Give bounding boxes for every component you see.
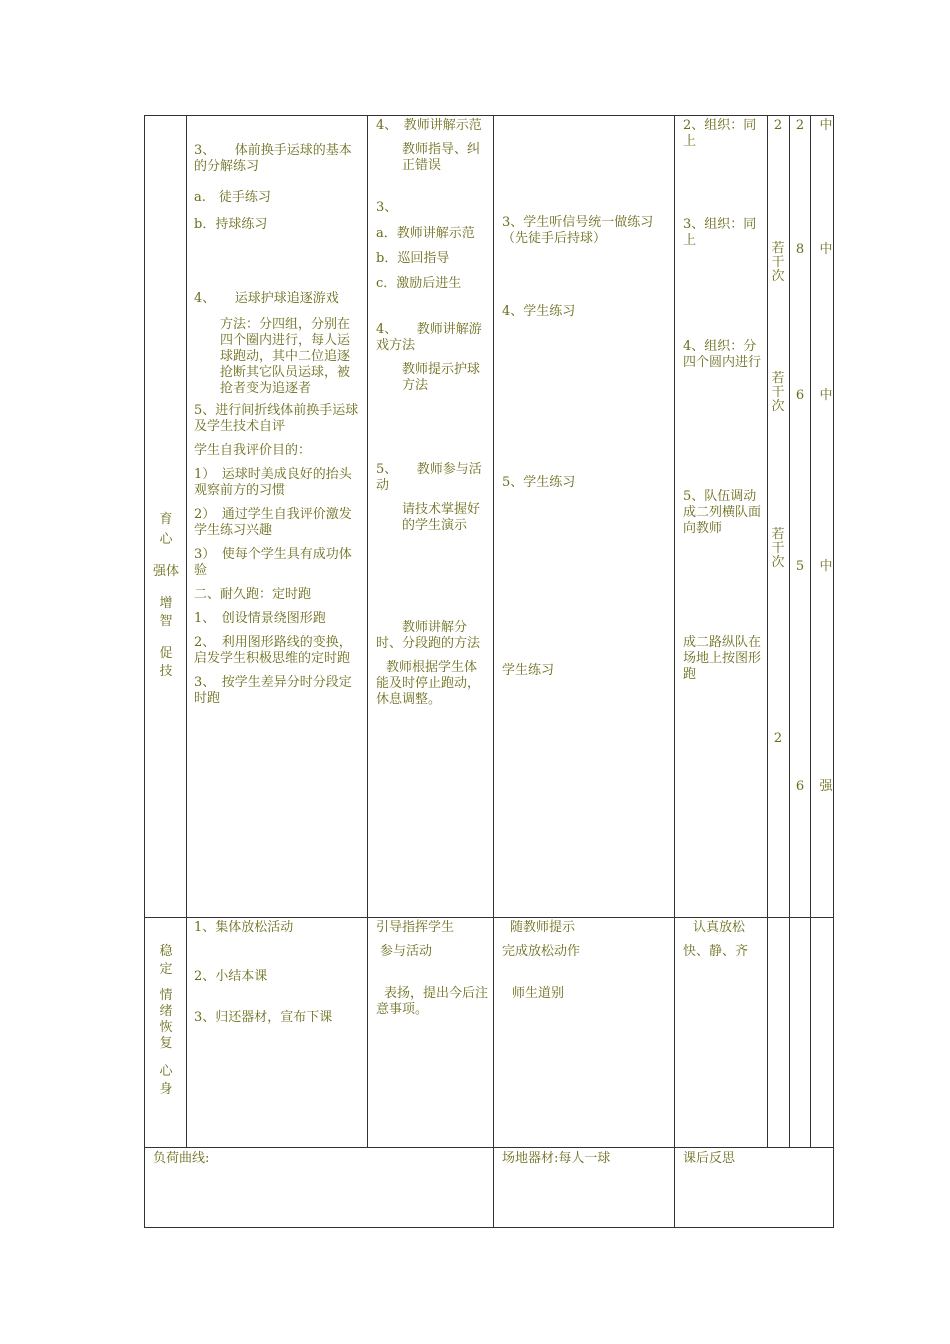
content-item: b．持球练习: [194, 217, 268, 232]
teacher-item: 教师提示护球方法: [402, 362, 481, 393]
teacher-item: 3、: [376, 200, 398, 215]
reflection-label: 课后反思: [683, 1151, 736, 1166]
teacher-item: 4、 教师讲解示范: [376, 118, 482, 133]
content-item: 二、耐久跑：定时跑: [194, 587, 312, 602]
student-item: 随教师提示: [510, 920, 576, 935]
teacher-item: 4、 教师讲解游戏方法: [376, 322, 482, 353]
student-item: 4、学生练习: [502, 304, 576, 319]
load-curve-label: 负荷曲线:: [153, 1151, 210, 1166]
content-item: 2、 利用图形路线的变换，启发学生积极思维的定时跑: [194, 635, 352, 666]
intensity-value: 中: [819, 388, 833, 403]
section1-organization: [683, 118, 761, 691]
intensity-value: 强: [819, 779, 833, 794]
content-item: 方法：分四组，分别在四个圈内进行，每人运球跑动，其中二位追逐抢断其它队员运球，被抢者变为追逐者: [220, 317, 351, 396]
organization-item: 4、组织：分四个圆内进行: [683, 339, 762, 370]
organization-item: 5、队伍调动成二列横队面向教师: [683, 489, 762, 536]
intensity-value: 中: [819, 242, 833, 257]
section1-content: [194, 143, 360, 715]
content-item: 5、进行间折线体前换手运球及学生技术自评: [194, 403, 359, 434]
content-item: 学生自我评价目的：: [194, 443, 312, 458]
student-item: 师生道别: [512, 986, 565, 1001]
minutes-value: 2: [795, 118, 805, 133]
section2-organization: [683, 920, 763, 968]
content-item: 3、 体前换手运球的基本的分解练习: [194, 143, 352, 174]
teacher-item: 教师指导、纠正错误: [402, 142, 481, 173]
minutes-value: 6: [795, 388, 805, 403]
content-item: a. 徒手练习: [194, 190, 271, 205]
equipment-label: 场地器材:每人一球: [502, 1151, 611, 1166]
organization-item: 成二路纵队在场地上按图形跑: [683, 635, 762, 682]
col-divider: [789, 115, 790, 1148]
content-item: 1、 创设情景绕图形跑: [194, 611, 326, 626]
col-divider: [493, 115, 494, 1228]
content-item: 3、 按学生差异分时分段定时跑: [194, 675, 352, 706]
times-value: 2: [773, 731, 783, 746]
teacher-item: b．巡回指导: [376, 251, 450, 266]
section1-teacher: [376, 118, 488, 716]
times-value: 若干次: [771, 527, 785, 570]
organization-item: 2、组织：同上: [683, 118, 757, 149]
content-item: 2） 通过学生自我评价激发学生练习兴趣: [194, 507, 352, 538]
student-item: 学生练习: [502, 663, 555, 678]
table-right-border: [833, 115, 834, 1228]
student-item: 完成放松动作: [502, 944, 581, 959]
section2-teacher: [376, 920, 488, 1026]
times-value: 若干次: [771, 241, 785, 284]
col-divider: [767, 115, 768, 1148]
section1-student: [502, 215, 668, 687]
table-top-border: [144, 115, 834, 116]
teacher-item: 表扬，提出今后注意事项。: [376, 986, 489, 1017]
organization-item: 3、组织：同上: [683, 217, 757, 248]
col-divider: [186, 115, 187, 1148]
teacher-item: 请技术掌握好的学生演示: [402, 502, 481, 533]
times-value: 若干次: [771, 371, 785, 414]
content-item: 3） 使每个学生具有成功体验: [194, 547, 352, 578]
minutes-value: 8: [795, 242, 805, 257]
section-divider: [144, 917, 834, 918]
student-item: 5、学生练习: [502, 475, 576, 490]
teacher-item: c．激励后进生: [376, 276, 462, 291]
content-item: 4、 运球护球追逐游戏: [194, 291, 339, 306]
col-divider: [674, 115, 675, 1228]
organization-item: 快、静、齐: [683, 944, 749, 959]
teacher-item: a．教师讲解示范: [376, 226, 475, 241]
table-bottom-border: [144, 1227, 834, 1228]
teacher-item: 引导指挥学生: [376, 920, 455, 935]
section2-student: [502, 920, 668, 1010]
teacher-item: 教师根据学生体能及时停止跑动，休息调整。: [376, 660, 481, 707]
minutes-value: 5: [795, 559, 805, 574]
section2-label: 稳 定 情 绪 恢 复 心 身: [159, 944, 173, 1097]
teacher-item: 参与活动: [380, 944, 433, 959]
content-item: 3、归还器材，宣布下课: [194, 1010, 333, 1025]
times-value: 2: [773, 118, 783, 133]
content-item: 2、小结本课: [194, 969, 268, 984]
teacher-item: 教师讲解分时、分段跑的方法: [376, 620, 481, 651]
teacher-item: 5、 教师参与活动: [376, 462, 482, 493]
organization-item: 认真放松: [693, 920, 746, 935]
footer-divider: [144, 1147, 834, 1148]
intensity-value: 中: [819, 118, 833, 133]
section2-content: [194, 920, 360, 1034]
student-item: 3、学生听信号统一做练习（先徒手后持球）: [502, 215, 654, 246]
col-divider: [367, 115, 368, 1148]
table-left-border: [144, 115, 145, 1228]
section1-label: 育 心 强体 增 智 促 技: [152, 512, 179, 679]
content-item: 1） 运球时美成良好的抬头观察前方的习惯: [194, 467, 352, 498]
minutes-value: 6: [795, 779, 805, 794]
col-divider: [810, 115, 811, 1148]
content-item: 1、集体放松活动: [194, 920, 294, 935]
intensity-value: 中: [819, 559, 833, 574]
